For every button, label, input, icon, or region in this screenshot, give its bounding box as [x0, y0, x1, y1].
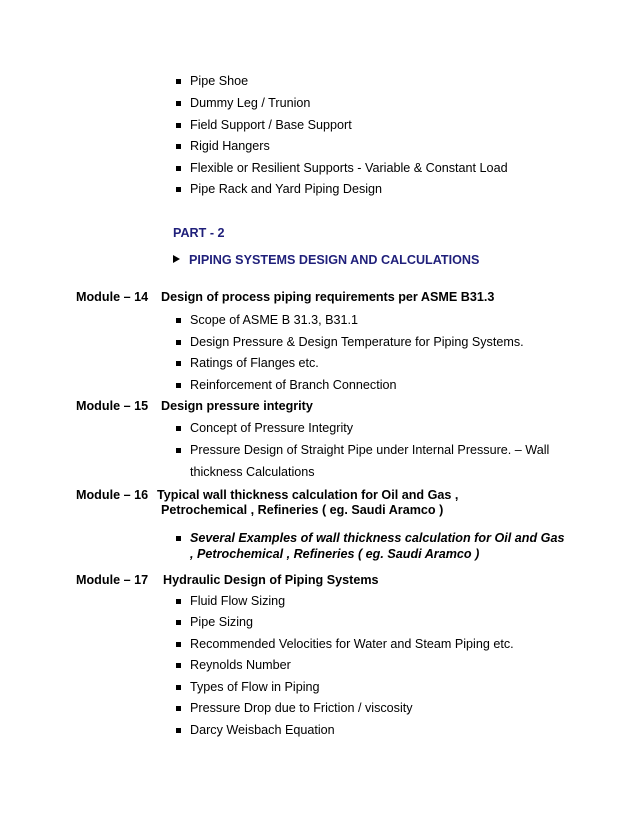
module-title: Design of process piping requirements per ASME B31.3: [161, 290, 495, 304]
list-item: Reinforcement of Branch Connection: [190, 378, 397, 392]
list-item: Pipe Sizing: [190, 615, 254, 629]
bullet-icon: [176, 340, 181, 345]
bullet-icon: [176, 79, 181, 84]
bullet-icon: [176, 642, 181, 647]
list-item: Reynolds Number: [190, 658, 291, 672]
list-item: Darcy Weisbach Equation: [190, 723, 335, 737]
list-item: Fluid Flow Sizing: [190, 594, 286, 608]
bullet-icon: [176, 187, 181, 192]
bullet-icon: [176, 620, 181, 625]
module-label: Module – 14: [76, 290, 149, 304]
bullet-icon: [176, 383, 181, 388]
list-item: Field Support / Base Support: [190, 118, 352, 132]
bullet-icon: [176, 599, 181, 604]
list-item-continuation: thickness Calculations: [190, 465, 315, 479]
list-item: Concept of Pressure Integrity: [190, 421, 354, 435]
bullet-icon: [176, 123, 181, 128]
list-item: Flexible or Resilient Supports - Variable & Constant Load: [190, 161, 508, 175]
part-label: PART - 2: [173, 226, 225, 240]
list-item: Types of Flow in Piping: [190, 680, 320, 694]
list-item: Scope of ASME B 31.3, B31.1: [190, 313, 359, 327]
list-item: Recommended Velocities for Water and Steam Piping etc.: [190, 637, 514, 651]
bullet-icon: [176, 706, 181, 711]
bullet-icon: [176, 685, 181, 690]
module-label: Module – 17: [76, 573, 149, 587]
list-item: Ratings of Flanges etc.: [190, 356, 319, 370]
part-heading: PIPING SYSTEMS DESIGN AND CALCULATIONS: [189, 253, 480, 267]
module-title: Hydraulic Design of Piping Systems: [163, 573, 379, 587]
module-label: Module – 16: [76, 488, 149, 502]
module-label: Module – 15: [76, 399, 149, 413]
list-item: Pressure Design of Straight Pipe under Internal Pressure. – Wall: [190, 443, 550, 457]
module-title: Design pressure integrity: [161, 399, 313, 413]
module-title-continuation: Petrochemical , Refineries ( eg. Saudi Aramco ): [161, 503, 444, 517]
bullet-icon: [176, 318, 181, 323]
arrow-bullet-icon: [173, 255, 180, 263]
bullet-icon: [176, 728, 181, 733]
list-item: Pipe Shoe: [190, 74, 249, 88]
bullet-icon: [176, 663, 181, 668]
module-title: Typical wall thickness calculation for Oil and Gas ,: [157, 488, 459, 502]
bullet-icon: [176, 166, 181, 171]
list-item: Several Examples of wall thickness calculation for Oil and Gas: [190, 531, 565, 545]
bullet-icon: [176, 536, 181, 541]
bullet-icon: [176, 101, 181, 106]
list-item: Pipe Rack and Yard Piping Design: [190, 182, 383, 196]
list-item: Rigid Hangers: [190, 139, 270, 153]
list-item-continuation: , Petrochemical , Refineries ( eg. Saudi Aramco ): [190, 547, 480, 561]
list-item: Dummy Leg / Trunion: [190, 96, 311, 110]
bullet-icon: [176, 144, 181, 149]
bullet-icon: [176, 361, 181, 366]
bullet-icon: [176, 448, 181, 453]
list-item: Pressure Drop due to Friction / viscosity: [190, 701, 413, 715]
bullet-icon: [176, 426, 181, 431]
list-item: Design Pressure & Design Temperature for Piping Systems.: [190, 335, 524, 349]
